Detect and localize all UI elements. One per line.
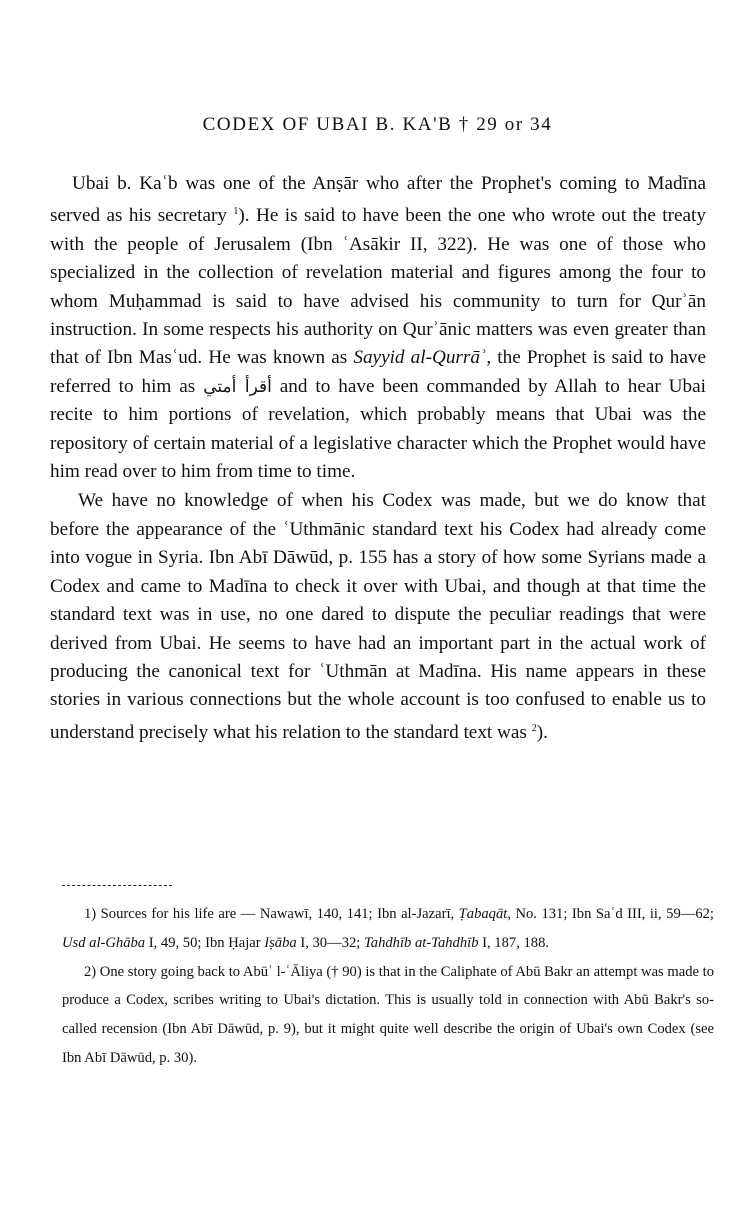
footnote-1-italic-4: Tahdhīb at-Tahdhīb bbox=[364, 934, 479, 951]
footnote-1-text-b: , No. 131; Ibn Saʿd III, ii, 59—62; bbox=[507, 906, 714, 922]
footnote-ref-1: 1 bbox=[233, 206, 239, 218]
footnote-1-text-e: I, 187, 188. bbox=[478, 934, 550, 951]
footnote-1 bbox=[62, 900, 714, 958]
footnote-1-text-c: I, 49, 50; Ibn Ḥajar bbox=[145, 934, 265, 951]
footnote-1-italic-1: Ṭabaqāt bbox=[458, 906, 508, 922]
paragraph-1 bbox=[50, 170, 706, 486]
footnotes bbox=[62, 900, 714, 1073]
italic-title-sayyid: Sayyid al-Qurrāʾ bbox=[353, 347, 487, 369]
main-text bbox=[50, 170, 706, 747]
paragraph-2-text-a: We have no knowledge of when his Codex was made, but we do know that before the appearance of the ʿUthmānic standard text his Codex had already come into vogue in Syria. Ibn Abī Dāwūd, p. 155 has a story of how some Syrians made a Codex and came to Madīna to check it over with Ubai, and though at that time the standard text was in use, no one dared to dispute the peculiar readings that were derived from Ubai. He seems to have had an important part in the actual work of producing the canonical text for ʿUthmān at Madīna. His name appears in these stories in various connections but the whole account is too confused to enable us to understand precisely what his relation to the standard text was bbox=[50, 490, 706, 743]
footnote-2: 2) One story going back to Abūʾ l-ʿĀliya († 90) is that in the Caliphate of Abū Bakr an attempt was made to produce a Codex, scribes writing to Ubai's dictation. This is usually told in connection with Abū Bakr's so-called recension (Ibn Abī Dāwūd, p. 9), but it might quite well describe the origin of Ubai's own Codex (see Ibn Abī Dāwūd, p. 30). bbox=[62, 963, 714, 1066]
page-title: CODEX OF UBAI B. KA'B † 29 or 34 bbox=[202, 114, 553, 135]
footnote-1-text-d: I, 30—32; bbox=[296, 934, 364, 951]
paragraph-1-text-b: ). He is said to have been the one who wrote out the treaty with the people of Jerusalem (Ibn ʿAsākir II, 322). He was one of those who specialized in the collection of revelation material and figures among the four to whom Muḥammad is said to have advised his community to turn for Qurʾān instruction. In some respects his authority on Qurʾānic matters was even greater than that of Ibn Masʿud. He was known as bbox=[50, 205, 706, 369]
paragraph-2 bbox=[50, 487, 706, 747]
arabic-phrase: أقرأ أمتي bbox=[203, 376, 272, 397]
paragraph-1-text-d: and to have been commanded by Allah to hear Ubai recite to him portions of revelation, which probably means that Ubai was the repository of certain material of a legislative character which the Prophet would have him read over to him from time to time. bbox=[50, 375, 706, 483]
paragraph-2-text-b: ). bbox=[536, 721, 548, 743]
footnote-1-italic-3: Iṣāba bbox=[264, 934, 297, 951]
footnote-ref-2: 2 bbox=[531, 722, 537, 734]
footnote-divider bbox=[62, 885, 172, 886]
paragraph-1-text-a: Ubai b. Kaʿb was one of the Anṣār who after the Prophet's coming to Madīna served as his secretary bbox=[50, 173, 706, 227]
footnote-1-italic-2: Usd al-Ghāba bbox=[62, 934, 146, 951]
footnote-1-text-a: 1) Sources for his life are — Nawawī, 140, 141; Ibn al-Jazarī, bbox=[84, 906, 459, 922]
paragraph-1-text-c: , the Prophet is said to have referred to him as bbox=[50, 347, 707, 397]
